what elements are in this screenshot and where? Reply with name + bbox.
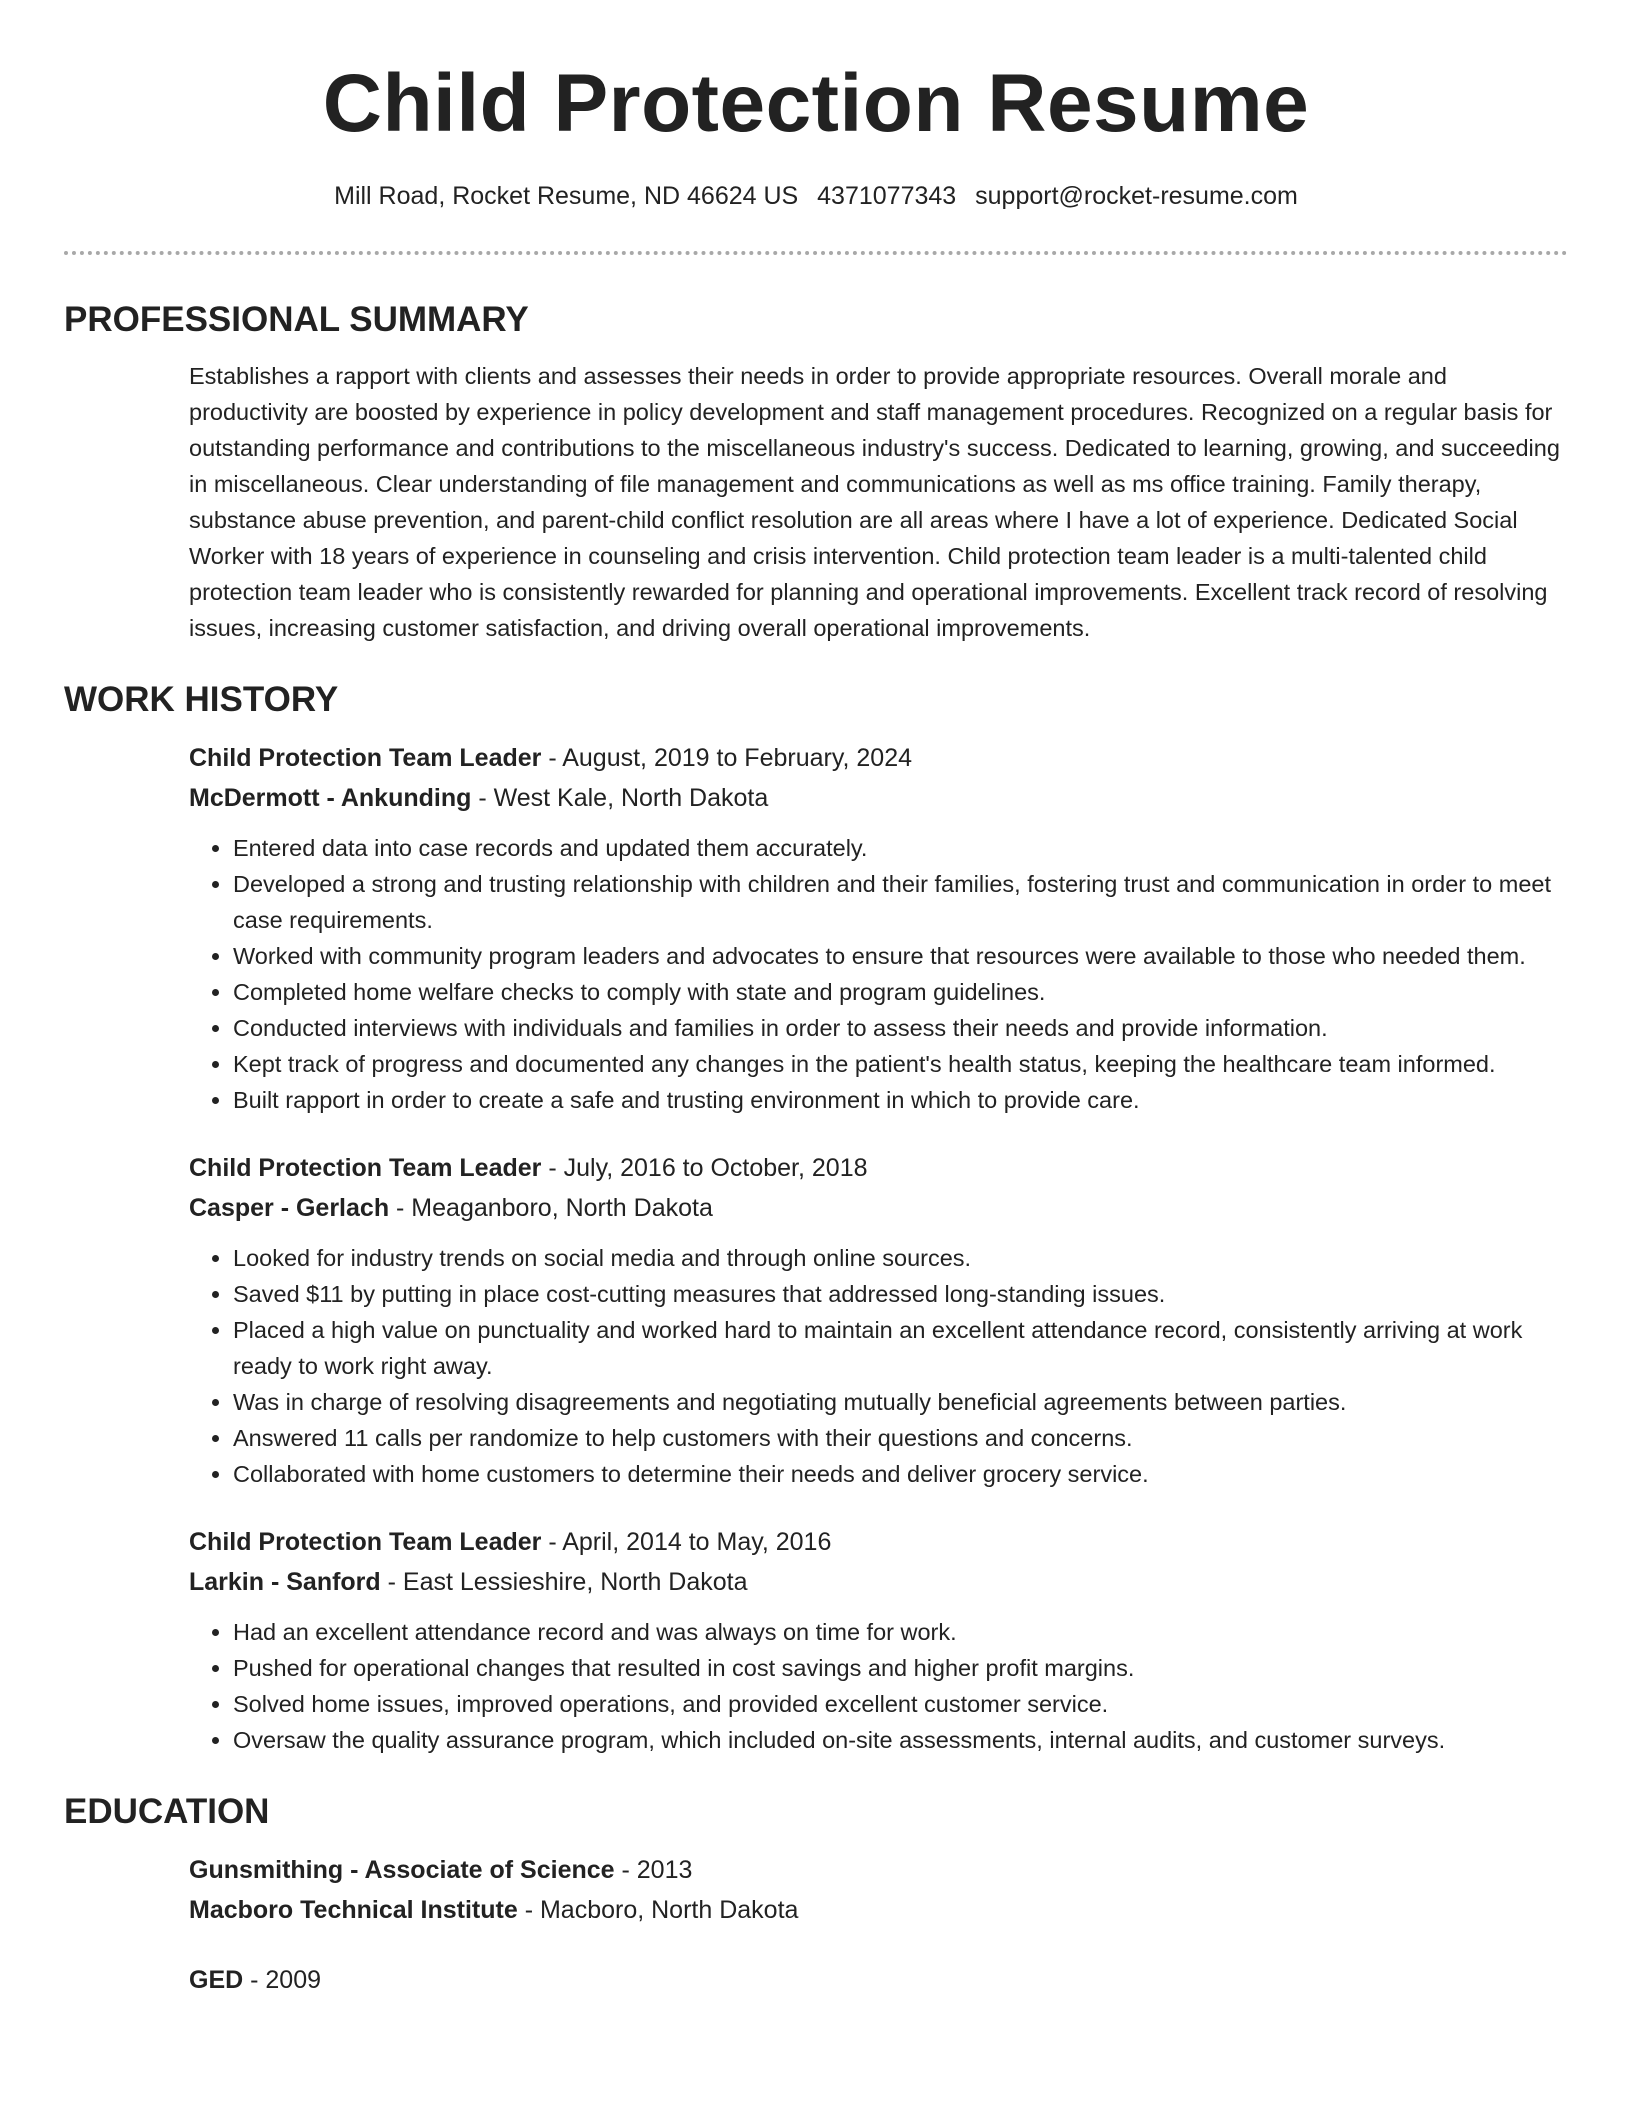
job-role-line — [189, 1522, 1568, 1562]
job-entry — [189, 738, 1568, 1118]
work-heading: WORK HISTORY — [64, 680, 339, 719]
contact-address: Mill Road, Rocket Resume, ND 46624 US — [334, 182, 799, 210]
job-location: - East Lessieshire, North Dakota — [380, 1568, 748, 1596]
summary-text: Establishes a rapport with clients and assesses their needs in order to provide appropriate resources. Overall morale and productivity are boosted by experience in policy development and staff management procedures. Recognized on a regular basis for outstanding performance and contributions to the miscellaneous industry's success. Dedicated to learning, growing, and succeeding in miscellaneous. Clear understanding of file management and communications as well as ms office training. Family therapy, substance abuse prevention, and parent-child conflict resolution are all areas where I have a lot of experience. Dedicated Social Worker with 18 years of experience in counseling and crisis intervention. Child protection team leader is a multi-talented child protection team leader who is consistently rewarded for planning and operational improvements. Excellent track record of resolving issues, increasing customer satisfaction, and driving overall operational improvements. — [189, 363, 1560, 641]
job-bullet: • Entered data into case records and updated them accurately. — [233, 830, 1568, 866]
education-degree: GED — [189, 1966, 244, 1994]
job-bullet: • Looked for industry trends on social media and through online sources. — [233, 1240, 1568, 1276]
job-role: Child Protection Team Leader — [189, 744, 542, 772]
job-dates: - July, 2016 to October, 2018 — [541, 1154, 868, 1182]
job-bullet: • Pushed for operational changes that resulted in cost savings and higher profit margins. — [233, 1650, 1568, 1686]
education-degree-line — [189, 1850, 1568, 1890]
job-bullets — [189, 830, 1568, 1118]
job-company: Casper - Gerlach — [189, 1194, 390, 1222]
job-company-line — [189, 1188, 1568, 1228]
education-entry — [189, 1960, 1568, 2000]
education-entry — [189, 1850, 1568, 1930]
job-location: - West Kale, North Dakota — [471, 784, 769, 812]
contact-phone: 4371077343 — [817, 182, 957, 210]
job-location: - Meaganboro, North Dakota — [389, 1194, 713, 1222]
job-bullets — [189, 1614, 1568, 1758]
summary-section — [64, 296, 1568, 646]
contact-line — [0, 180, 1632, 212]
education-year: - 2009 — [243, 1966, 322, 1994]
job-bullet: • Solved home issues, improved operations, and provided excellent customer service. — [233, 1686, 1568, 1722]
education-section — [64, 1788, 1568, 2000]
contact-email: support@rocket-resume.com — [975, 182, 1298, 210]
job-bullet: • Collaborated with home customers to determine their needs and deliver grocery service. — [233, 1456, 1568, 1492]
job-bullet: • Worked with community program leaders and advocates to ensure that resources were available to those who needed them. — [233, 938, 1568, 974]
job-dates: - August, 2019 to February, 2024 — [541, 744, 912, 772]
job-bullets — [189, 1240, 1568, 1492]
resume-title: Child Protection Resume — [322, 58, 1310, 149]
education-year: - 2013 — [614, 1856, 693, 1884]
job-company: Larkin - Sanford — [189, 1568, 381, 1596]
job-dates: - April, 2014 to May, 2016 — [541, 1528, 832, 1556]
education-degree: Gunsmithing - Associate of Science — [189, 1856, 615, 1884]
summary-body — [189, 358, 1568, 646]
education-school-line — [189, 1890, 1568, 1930]
work-section — [64, 676, 1568, 1758]
job-bullet: • Oversaw the quality assurance program, which included on-site assessments, internal audits, and customer surveys. — [233, 1722, 1568, 1758]
work-body — [189, 738, 1568, 1758]
education-school: Macboro Technical Institute — [189, 1896, 518, 1924]
job-bullet: • Had an excellent attendance record and was always on time for work. — [233, 1614, 1568, 1650]
job-company-line — [189, 778, 1568, 818]
job-bullet: • Kept track of progress and documented any changes in the patient's health status, keeping the healthcare team informed. — [233, 1046, 1568, 1082]
job-bullet: • Placed a high value on punctuality and worked hard to maintain an excellent attendance record, consistently arriving at work ready to work right away. — [233, 1312, 1568, 1384]
job-bullet: • Completed home welfare checks to comply with state and program guidelines. — [233, 974, 1568, 1010]
job-bullet: • Conducted interviews with individuals and families in order to assess their needs and provide information. — [233, 1010, 1568, 1046]
summary-heading: PROFESSIONAL SUMMARY — [64, 300, 529, 339]
job-role: Child Protection Team Leader — [189, 1154, 542, 1182]
job-company-line — [189, 1562, 1568, 1602]
education-degree-line — [189, 1960, 1568, 2000]
education-heading: EDUCATION — [64, 1792, 270, 1831]
education-body — [189, 1850, 1568, 2000]
job-role: Child Protection Team Leader — [189, 1528, 542, 1556]
education-location: - Macboro, North Dakota — [517, 1896, 799, 1924]
job-role-line — [189, 1148, 1568, 1188]
job-entry — [189, 1522, 1568, 1758]
job-bullet: • Built rapport in order to create a safe and trusting environment in which to provide care. — [233, 1082, 1568, 1118]
job-role-line — [189, 738, 1568, 778]
job-bullet: • Was in charge of resolving disagreements and negotiating mutually beneficial agreements between parties. — [233, 1384, 1568, 1420]
resume-content — [64, 296, 1568, 2030]
job-bullet: • Developed a strong and trusting relationship with children and their families, fostering trust and communication in order to meet case requirements. — [233, 866, 1568, 938]
job-entry — [189, 1148, 1568, 1492]
resume-header — [0, 0, 1632, 212]
job-company: McDermott - Ankunding — [189, 784, 472, 812]
job-bullet: • Answered 11 calls per randomize to help customers with their questions and concerns. — [233, 1420, 1568, 1456]
header-divider — [64, 251, 1568, 255]
job-bullet: • Saved $11 by putting in place cost-cutting measures that addressed long-standing issues. — [233, 1276, 1568, 1312]
